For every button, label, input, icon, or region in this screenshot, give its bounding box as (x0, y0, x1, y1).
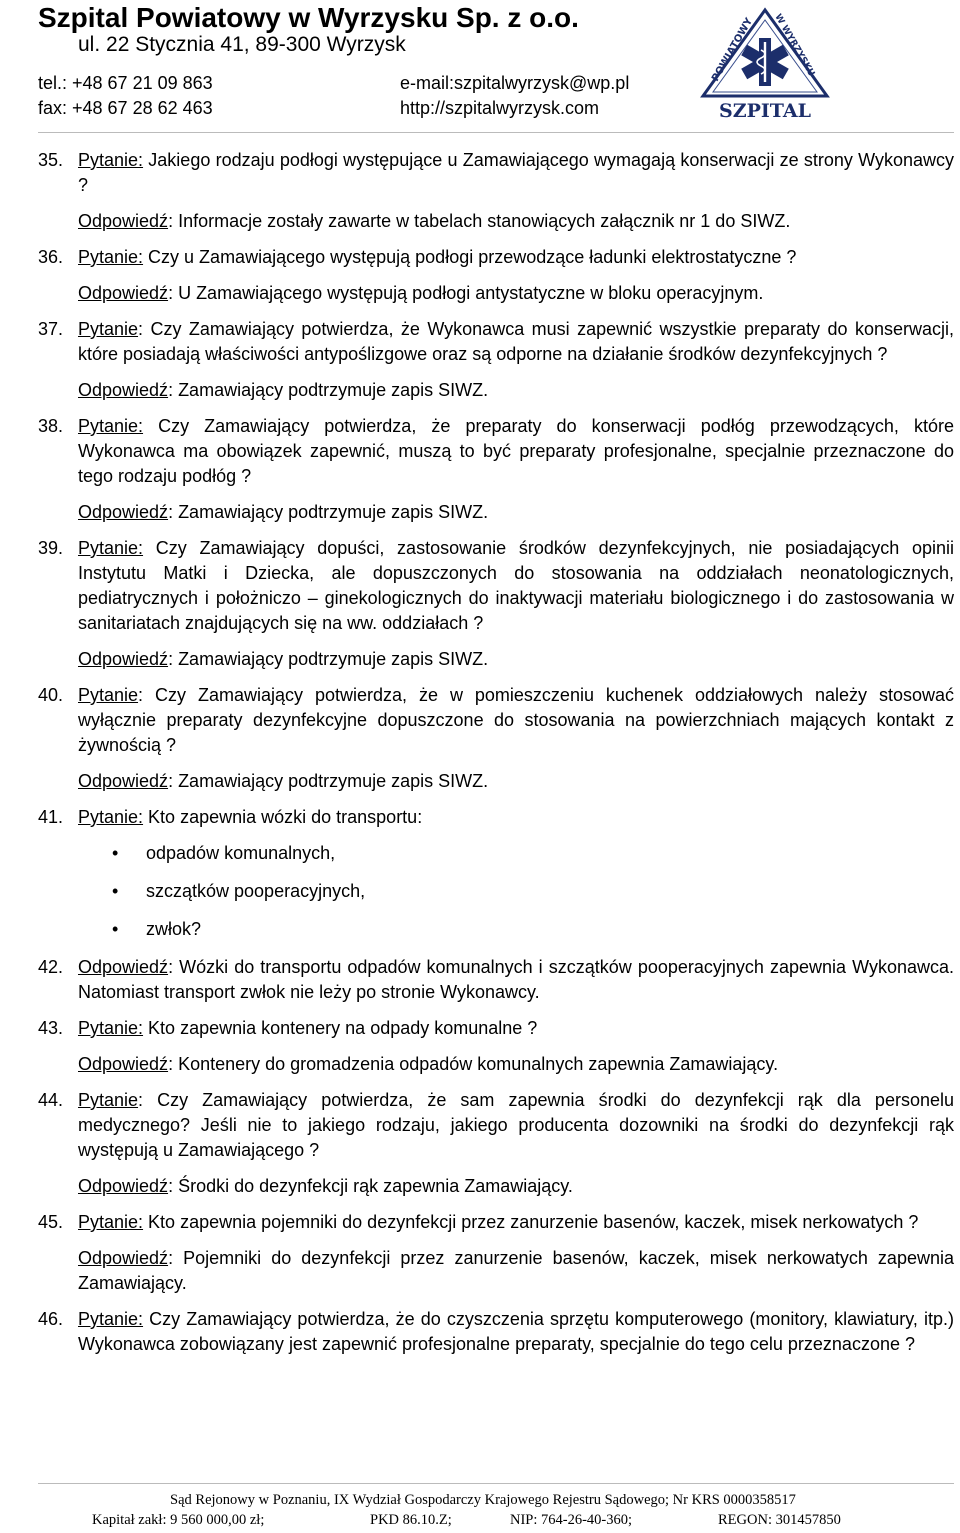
answer-label: Odpowiedź (78, 1176, 169, 1196)
answer-39 (38, 647, 954, 672)
question-text: : Czy Zamawiający potwierdza, że Wykonawca musi zapewnić wszystkie preparaty do konserwacji, które posiadają właściwości antypoślizgowe oraz są odporne na działanie środków dezynfekcyjnych ? (78, 319, 954, 364)
answer-label: Odpowiedź (78, 1248, 169, 1268)
list-item: • szczątków pooperacyjnych, (146, 879, 954, 904)
question-label: Pytanie (78, 319, 139, 339)
court-registry-line: Sąd Rejonowy w Poznaniu, IX Wydział Gospodarczy Krajowego Rejestru Sądowego; Nr KRS 0000358517 (170, 1492, 796, 1508)
header-divider (38, 132, 954, 133)
item-number: 39. (38, 538, 64, 558)
logo-word: SZPITAL (719, 100, 811, 122)
item-number: 40. (38, 685, 64, 705)
answer-label: Odpowiedź (78, 283, 169, 303)
question-label: Pytanie: (78, 1212, 144, 1232)
answer-text: : Zamawiający podtrzymuje zapis SIWZ. (168, 649, 489, 669)
answer-text: : U Zamawiającego występują podłogi antystatyczne w bloku operacyjnym. (168, 283, 764, 303)
question-text: Jakiego rodzaju podłogi występujące u Zamawiającego wymagają konserwacji ze strony Wykonawcy ? (78, 150, 954, 195)
item-number: 38. (38, 416, 64, 436)
answer-35 (38, 209, 954, 234)
qa-item-45 (38, 1210, 954, 1235)
answer-text: : Zamawiający podtrzymuje zapis SIWZ. (168, 771, 489, 791)
qa-item-35 (38, 148, 954, 198)
answer-label: Odpowiedź (78, 502, 169, 522)
question-label: Pytanie: (78, 1309, 144, 1329)
answer-label: Odpowiedź (78, 771, 169, 791)
email-address: e-mail:szpitalwyrzysk@wp.pl (400, 73, 630, 93)
answer-label: Odpowiedź (78, 957, 169, 977)
answer-45 (38, 1246, 954, 1296)
website-link[interactable]: http://szpitalwyrzysk.com (400, 98, 600, 118)
answer-text: : Zamawiający podtrzymuje zapis SIWZ. (168, 380, 489, 400)
bullet-list (78, 841, 954, 942)
phone-number: tel.: +48 67 21 09 863 (38, 73, 213, 93)
question-text: : Czy Zamawiający potwierdza, że w pomieszczeniu kuchenek oddziałowych należy stosować wyłącznie preparaty dezynfekcyjne dopuszczone do stosowania na powierzchniach mających kontakt z żywnością ? (78, 685, 954, 755)
footer-divider (38, 1483, 954, 1484)
qa-item-44 (38, 1088, 954, 1163)
item-number: 45. (38, 1212, 64, 1232)
question-text: Czy Zamawiający potwierdza, że do czyszczenia sprzętu komputerowego (monitory, klawiatury, itp.) Wykonawca zobowiązany jest zapewnić profesjonalne preparaty, specjalnie do tego celu przeznaczone ? (78, 1309, 954, 1354)
question-label: Pytanie: (78, 807, 144, 827)
answer-37 (38, 378, 954, 403)
svg-text:W WYRZYSKU: W WYRZYSKU (772, 12, 817, 79)
question-text: Kto zapewnia pojemniki do dezynfekcji przez zanurzenie basenów, kaczek, misek nerkowatych ? (143, 1212, 919, 1232)
answer-44 (38, 1174, 954, 1199)
question-text: Czy u Zamawiającego występują podłogi przewodzące ładunki elektrostatyczne ? (143, 247, 797, 267)
item-number: 46. (38, 1309, 64, 1329)
nip-number: NIP: 764-26-40-360; (510, 1512, 633, 1528)
question-label: Pytanie: (78, 150, 144, 170)
item-number: 44. (38, 1090, 64, 1110)
question-text: Czy Zamawiający dopuści, zastosowanie środków dezynfekcyjnych, nie posiadających opinii Instytutu Matki i Dziecka, ale dopuszczonych do stosowania na oddziałach neonatologicznych, pediatrycznych i położniczo – ginekologicznych do inaktywacji materiału biologicznego i do zastosowania w sanitariatach znajdujących się na ww. oddziałach ? (78, 538, 954, 633)
qa-item-40 (38, 683, 954, 758)
question-label: Pytanie: (78, 538, 144, 558)
answer-text: : Zamawiający podtrzymuje zapis SIWZ. (168, 502, 489, 522)
qa-item-43 (38, 1016, 954, 1041)
regon-number: REGON: 301457850 (718, 1512, 841, 1528)
question-label: Pytanie: (78, 247, 144, 267)
answer-40 (38, 769, 954, 794)
hospital-name: Szpital Powiatowy w Wyrzysku Sp. z o.o. (38, 2, 579, 33)
answer-text: : Środki do dezynfekcji rąk zapewnia Zamawiający. (168, 1176, 573, 1196)
question-text: Kto zapewnia kontenery na odpady komunalne ? (143, 1018, 538, 1038)
qa-item-39 (38, 536, 954, 636)
answer-label: Odpowiedź (78, 211, 169, 231)
qa-item-38 (38, 414, 954, 489)
list-item: • odpadów komunalnych, (146, 841, 954, 866)
qa-list (38, 148, 954, 1368)
question-label: Pytanie: (78, 416, 144, 436)
question-label: Pytanie: (78, 1018, 144, 1038)
qa-item-36 (38, 245, 954, 270)
qa-item-41 (38, 805, 954, 942)
hospital-address: ul. 22 Stycznia 41, 89-300 Wyrzysk (78, 33, 406, 56)
share-capital: Kapitał zakł: 9 560 000,00 zł; (92, 1512, 265, 1528)
fax-number: fax: +48 67 28 62 463 (38, 98, 213, 118)
svg-text:POWIATOWY: POWIATOWY (710, 16, 756, 84)
item-number: 41. (38, 807, 64, 827)
qa-item-42 (38, 955, 954, 1005)
footer (0, 1490, 960, 1530)
question-label: Pytanie (78, 1090, 139, 1110)
item-number: 42. (38, 957, 64, 977)
answer-label: Odpowiedź (78, 1054, 169, 1074)
answer-38 (38, 500, 954, 525)
hospital-logo (695, 4, 835, 122)
question-label: Pytanie (78, 685, 139, 705)
answer-label: Odpowiedź (78, 380, 169, 400)
list-item: • zwłok? (146, 917, 954, 942)
question-text: : Czy Zamawiający potwierdza, że sam zapewnia środki do dezynfekcji rąk dla personelu medycznego? Jeśli nie to jakiego rodzaju, jakiego producenta dozowniki na środki do dezynfekcji rąk występują u Zamawiającego ? (78, 1090, 954, 1160)
answer-text: : Pojemniki do dezynfekcji przez zanurzenie basenów, kaczek, misek nerkowatych zapewnia Zamawiający. (78, 1248, 954, 1293)
qa-item-46 (38, 1307, 954, 1357)
question-text: Kto zapewnia wózki do transportu: (143, 807, 423, 827)
pkd-code: PKD 86.10.Z; (370, 1512, 452, 1528)
answer-43 (38, 1052, 954, 1077)
answer-text: : Informacje zostały zawarte w tabelach stanowiących załącznik nr 1 do SIWZ. (168, 211, 791, 231)
item-number: 37. (38, 319, 64, 339)
letterhead (38, 4, 678, 32)
answer-label: Odpowiedź (78, 649, 169, 669)
item-number: 35. (38, 150, 64, 170)
question-text: Czy Zamawiający potwierdza, że preparaty do konserwacji podłóg przewodzących, które Wykonawca ma obowiązek zapewnić, muszą to być preparaty profesjonalne, specjalnie przeznaczone do tego rodzaju podłóg ? (78, 416, 954, 486)
item-number: 43. (38, 1018, 64, 1038)
item-number: 36. (38, 247, 64, 267)
qa-item-37 (38, 317, 954, 367)
answer-text: : Kontenery do gromadzenia odpadów komunalnych zapewnia Zamawiający. (168, 1054, 779, 1074)
answer-36 (38, 281, 954, 306)
answer-text: : Wózki do transportu odpadów komunalnych i szczątków pooperacyjnych zapewnia Wykonawca. Natomiast transport zwłok nie leży po stronie Wykonawcy. (78, 957, 954, 1002)
